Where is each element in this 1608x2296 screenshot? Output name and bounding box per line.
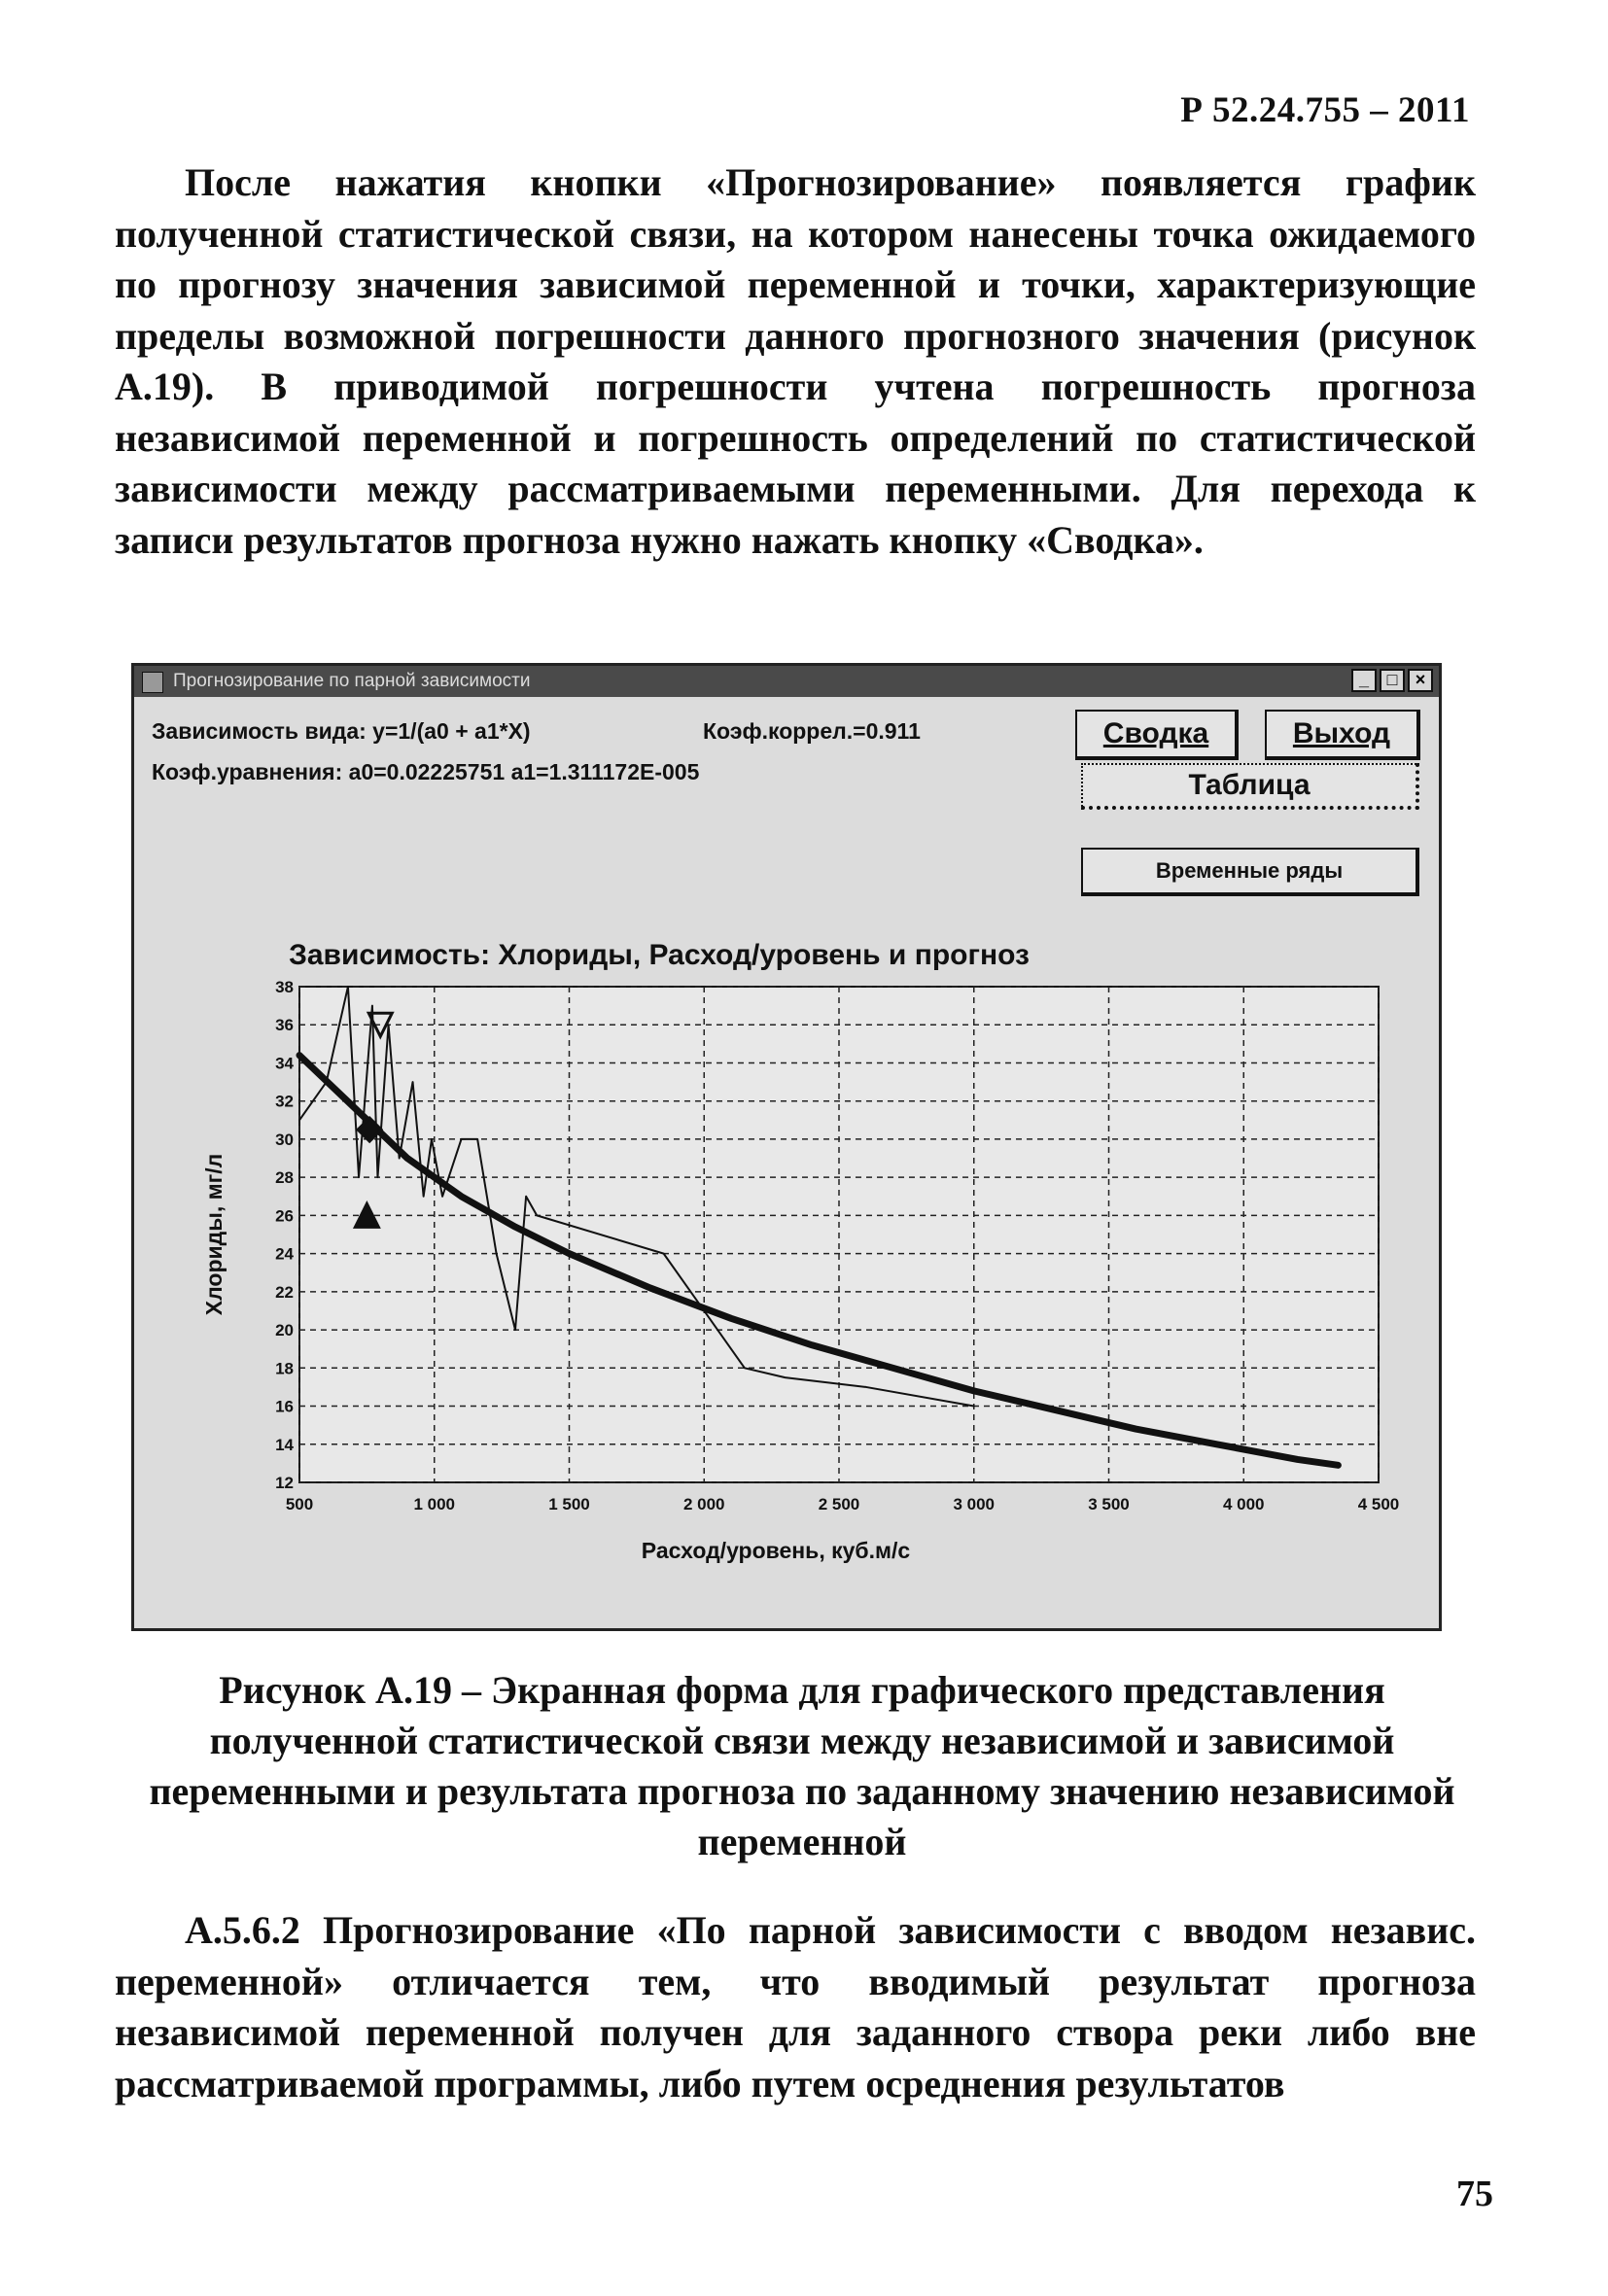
x-axis-label: Расход/уровень, куб.м/с — [641, 1538, 911, 1563]
y-tick-label: 28 — [275, 1168, 294, 1188]
y-tick-label: 34 — [275, 1054, 294, 1073]
y-tick-label: 26 — [275, 1206, 294, 1226]
x-tick-label: 3 000 — [953, 1495, 996, 1513]
maximize-icon[interactable]: □ — [1380, 669, 1405, 692]
y-tick-label: 14 — [275, 1435, 294, 1454]
x-tick-label: 4 500 — [1357, 1495, 1400, 1513]
x-tick-label: 4 000 — [1222, 1495, 1265, 1513]
paragraph-intro — [115, 157, 1476, 566]
table-button[interactable]: Таблица — [1081, 763, 1419, 810]
y-tick-label: 30 — [275, 1130, 294, 1149]
dependency-label: Зависимость вида: y=1/(a0 + a1*X) — [152, 718, 531, 744]
chart-title: Зависимость: Хлориды, Расход/уровень и прогноз — [289, 939, 1030, 971]
page-number: 75 — [1456, 2174, 1493, 2214]
correlation-label: Коэф.коррел.=0.911 — [703, 718, 921, 744]
y-tick-label: 36 — [275, 1016, 294, 1035]
minimize-icon[interactable]: _ — [1351, 669, 1377, 692]
y-tick-label: 12 — [275, 1474, 294, 1492]
y-axis-label: Хлориды, мг/л — [201, 1153, 227, 1316]
window-title: Прогнозирование по парной зависимости — [173, 671, 531, 691]
x-tick-label: 1 500 — [548, 1495, 590, 1513]
document-code: Р 52.24.755 – 2011 — [1180, 90, 1470, 130]
y-tick-label: 38 — [275, 978, 294, 996]
paragraph-intro-text: После нажатия кнопки «Прогнозирование» появляется график полученной статистической связи, на котором нанесены точка ожидаемого по прогнозу значения зависимой переменной и точки, характеризующие пределы возможной погрешности данного прогнозного значения (рисунок А.19). В приводимой погрешности учтена погрешность прогноза независимой переменной и погрешность определений по статистической зависимости между рассматриваемыми переменными. Для перехода к записи результатов прогноза нужно нажать кнопку «Сводка». — [115, 160, 1476, 562]
y-tick-label: 16 — [275, 1397, 294, 1416]
time-series-button[interactable]: Временные ряды — [1081, 848, 1419, 896]
exit-button[interactable]: Выход — [1265, 710, 1420, 760]
y-tick-label: 24 — [275, 1244, 294, 1264]
x-tick-label: 1 000 — [413, 1495, 456, 1513]
x-tick-label: 2 000 — [682, 1495, 725, 1513]
forecast-window — [131, 663, 1442, 1631]
y-tick-label: 20 — [275, 1321, 294, 1340]
chart — [134, 666, 1439, 1628]
paragraph-section-text: А.5.6.2 Прогнозирование «По парной зависимости с вводом независ. переменной» отличается тем, что вводимый результат прогноза независимой переменной получен для заданного створа реки либо вне рассматриваемой программы, либо путем осреднения результатов — [115, 1908, 1476, 2105]
svodka-button[interactable]: Сводка — [1075, 710, 1239, 760]
close-icon[interactable]: × — [1408, 669, 1433, 692]
y-tick-label: 18 — [275, 1359, 294, 1378]
x-tick-label: 3 500 — [1088, 1495, 1130, 1513]
y-tick-label: 32 — [275, 1092, 294, 1111]
figure-caption: Рисунок А.19 – Экранная форма для графического представления полученной статистической связи между независимой и зависимой переменными и результата прогноза по заданному значению независимой переменной — [149, 1668, 1455, 1863]
coefficients-label: Коэф.уравнения: a0=0.02225751 a1=1.311172E-005 — [152, 759, 700, 784]
x-tick-label: 2 500 — [818, 1495, 860, 1513]
paragraph-section — [115, 1905, 1476, 2109]
x-tick-label: 500 — [285, 1495, 314, 1513]
y-tick-label: 22 — [275, 1282, 294, 1302]
